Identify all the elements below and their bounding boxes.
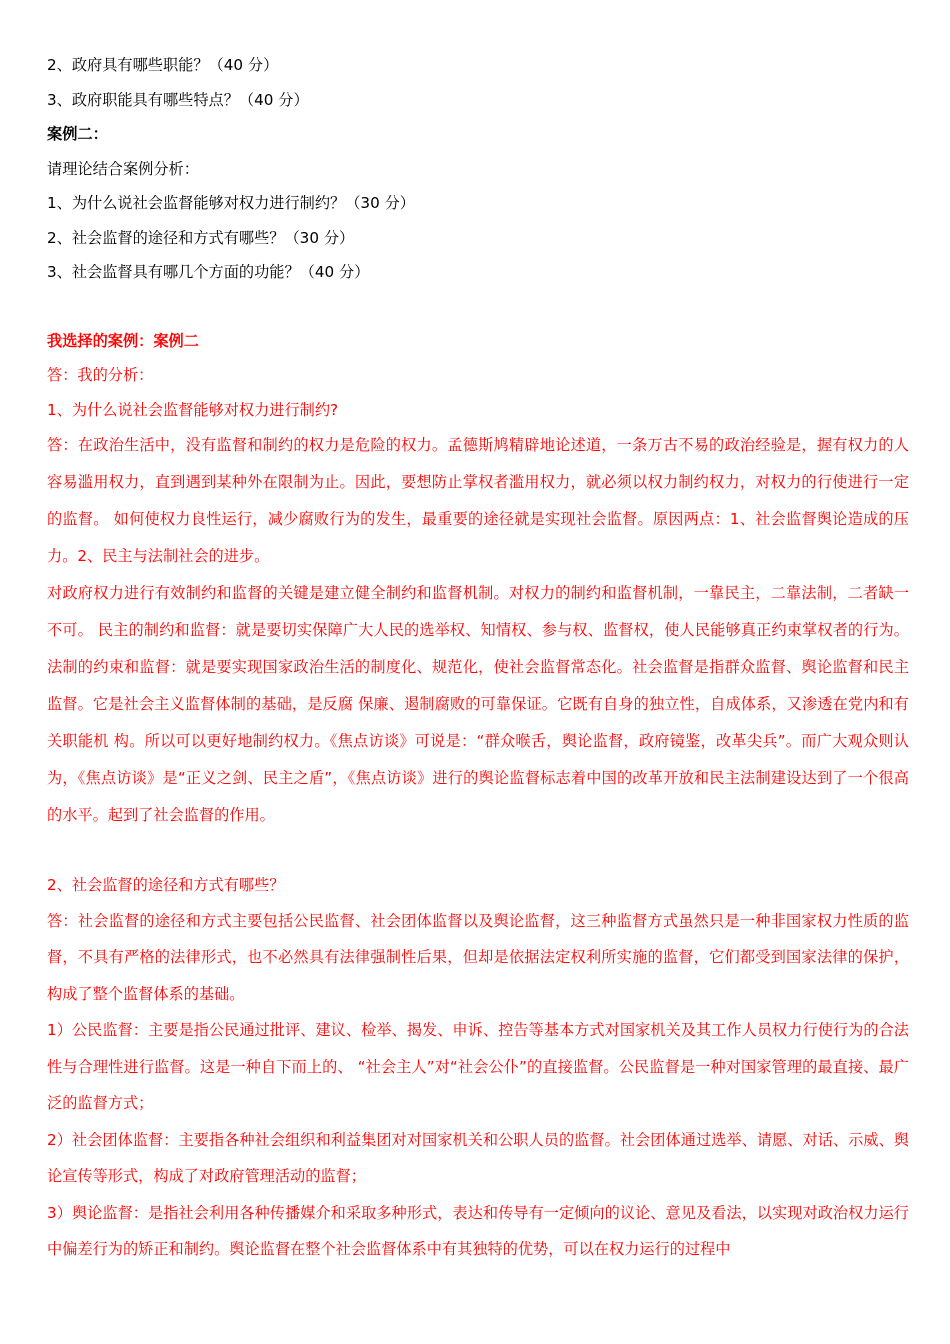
- analysis-label: 答：我的分析：: [47, 366, 154, 384]
- answer-q1-paragraph-1: 答：在政治生活中，没有监督和制约的权力是危险的权力。孟德斯鸠精辟地论述道，一条万古不易的政治经验是，握有权力的人容易滥用权力，直到遇到某种外在限制为止。因此，要想防止掌权者滥用权力，就必须以权力制约权力，对权力的行使进行一定的监督。 如何使权力良性运行，减少腐败行为的发生，最重要的途径就是实现社会监督。原因两点：1、社会监督舆论造成的压力。2、民主与法制社会的进步。: [47, 436, 909, 565]
- selected-case-heading: 我选择的案例：案例二: [47, 331, 199, 350]
- question-2-case1: 2、政府具有哪些职能？（40 分）: [47, 56, 279, 74]
- case2-question-3: 3、社会监督具有哪几个方面的功能？（40 分）: [47, 263, 370, 281]
- answer-q1-paragraph-2: 对政府权力进行有效制约和监督的关键是建立健全制约和监督机制。对权力的制约和监督机制，一靠民主，二靠法制，二者缺一不可。 民主的制约和监督：就是要切实保障广大人民的选举权、知情权、参与权、监督权，使人民能够真正约束掌权者的行为。 法制的约束和监督：就是要实现国家政治生活的制度化、规范化，使社会监督常态化。社会监督是指群众监督、舆论监督和民主监督。它是社会主义监督体制的基础，是反腐 保廉、遏制腐败的可靠保证。它既有自身的独立性，自成体系，又渗透在党内和有关职能机 构。所以可以更好地制约权力。《焦点访谈》可说是：“群众喉舌，舆论监督，政府镜鉴，改革尖兵”。而广大观众则认为，《焦点访谈》是“正义之剑、民主之盾”，《焦点访谈》进行的舆论监督标志着中国的改革开放和民主法制建设达到了一个很高的水平。起到了社会监督的作用。: [47, 584, 909, 824]
- spacer: [47, 834, 909, 868]
- answer-q2-paragraph-1: 答：社会监督的途径和方式主要包括公民监督、社会团体监督以及舆论监督，这三种监督方式虽然只是一种非国家权力性质的监督，不具有严格的法律形式，也不必然具有法律强制性后果，但却是依据法定权利所实施的监督，它们都受到国家法律的保护，构成了整个监督体系的基础。: [47, 911, 909, 1003]
- answer-q2-paragraph-4: 3）舆论监督：是指社会利用各种传播媒介和采取多种形式，表达和传导有一定倾向的议论、意见及看法，以实现对政治权力运行中偏差行为的矫正和制约。舆论监督在整个社会监督体系中有其独特的优势，可以在权力运行的过程中: [47, 1203, 909, 1258]
- case2-intro: 请理论结合案例分析：: [47, 159, 199, 178]
- answer-q1-title: 1、为什么说社会监督能够对权力进行制约?: [47, 400, 339, 419]
- answer-q2-title: 2、社会监督的途径和方式有哪些？: [47, 876, 285, 894]
- case2-heading: 案例二：: [47, 125, 108, 143]
- case2-question-2: 2、社会监督的途径和方式有哪些？（30 分）: [47, 228, 355, 247]
- case2-question-1: 1、为什么说社会监督能够对权力进行制约？（30 分）: [47, 194, 415, 212]
- question-3-case1: 3、政府职能具有哪些特点？（40 分）: [47, 90, 309, 109]
- answer-q2-paragraph-3: 2）社会团体监督：主要指各种社会组织和利益集团对对国家机关和公职人员的监督。社会团体通过选举、请愿、对话、示威、舆论宣传等形式，构成了对政府管理活动的监督；: [47, 1130, 909, 1185]
- spacer: [47, 290, 909, 324]
- document-page: [47, 48, 909, 1268]
- answer-q2-paragraph-2: 1）公民监督：主要是指公民通过批评、建议、检举、揭发、申诉、控告等基本方式对国家机关及其工作人员权力行使行为的合法性与合理性进行监督。这是一种自下而上的、 “社会主人”对“社会公仆”的直接监督。公民监督是一种对国家管理的最直接、最广泛的监督方式；: [47, 1021, 909, 1112]
